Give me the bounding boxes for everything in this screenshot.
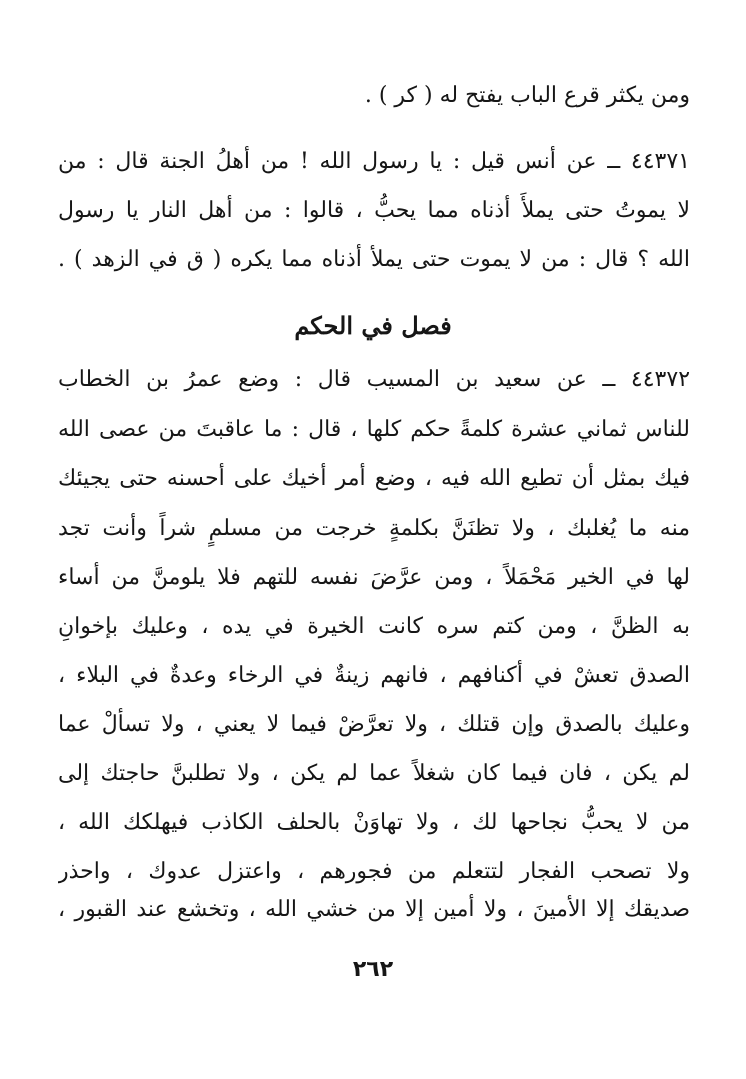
section-heading: فصل في الحكم [294, 311, 452, 340]
text-line-4: الله ؟ قال : من لا يموت حتى يملأ أذناه مما يكره ( ق في الزهد ) . [58, 247, 690, 272]
text-line-12: وعليك بالصدق وإن قتلك ، ولا تعرَّضْ فيما لا يعني ، ولا تسألْ عما [58, 712, 690, 737]
text-line-1: ومن يكثر قرع الباب يفتح له ( كر ) . [364, 83, 690, 108]
text-line-9: لها في الخير مَحْمَلاً ، ومن عرَّضَ نفسه للتهم فلا يلومنَّ من أساء [58, 565, 690, 590]
text-line-10: به الظنَّ ، ومن كتم سره كانت الخيرة في يده ، وعليك بإخوانِ [58, 614, 690, 639]
text-line-5: ٤٤٣٧٢ ــ عن سعيد بن المسيب قال : وضع عمرُ بن الخطاب [58, 367, 690, 392]
text-line-16: صديقك إلا الأمينَ ، ولا أمين إلا من خشي الله ، وتخشع عند القبور ، [58, 897, 690, 922]
text-line-6: للناس ثماني عشرة كلمةً حكم كلها ، قال : ما عاقبتَ من عصى الله [58, 417, 690, 442]
page-number: ٢٦٢ [352, 957, 394, 982]
text-line-15: ولا تصحب الفجار لتتعلم من فجورهم ، واعتزل عدوك ، واحذر [58, 859, 690, 884]
text-line-11: الصدق تعشْ في أكنافهم ، فانهم زينةٌ في الرخاء وعدةٌ في البلاء ، [58, 663, 690, 688]
text-line-14: من لا يحبُّ نجاحها لك ، ولا تهاوَنْ بالحلف الكاذب فيهلكك الله ، [58, 810, 690, 835]
text-line-3: لا يموتُ حتى يملأَ أذناه مما يحبُّ ، قالوا : من أهل النار يا رسول [58, 198, 690, 223]
text-line-7: فيك بمثل أن تطيع الله فيه ، وضع أمر أخيك على أحسنه حتى يجيئك [58, 466, 690, 491]
text-line-8: منه ما يُغلبك ، ولا تظنَنَّ بكلمةٍ خرجت من مسلمٍ شراً وأنت تجد [58, 516, 690, 541]
text-line-2: ٤٤٣٧١ ــ عن أنس قيل : يا رسول الله ! من أهلُ الجنة قال : من [58, 149, 690, 174]
text-line-13: لم يكن ، فان فيما كان شغلاً عما لم يكن ، ولا تطلبنَّ حاجتك إلى [58, 761, 690, 786]
